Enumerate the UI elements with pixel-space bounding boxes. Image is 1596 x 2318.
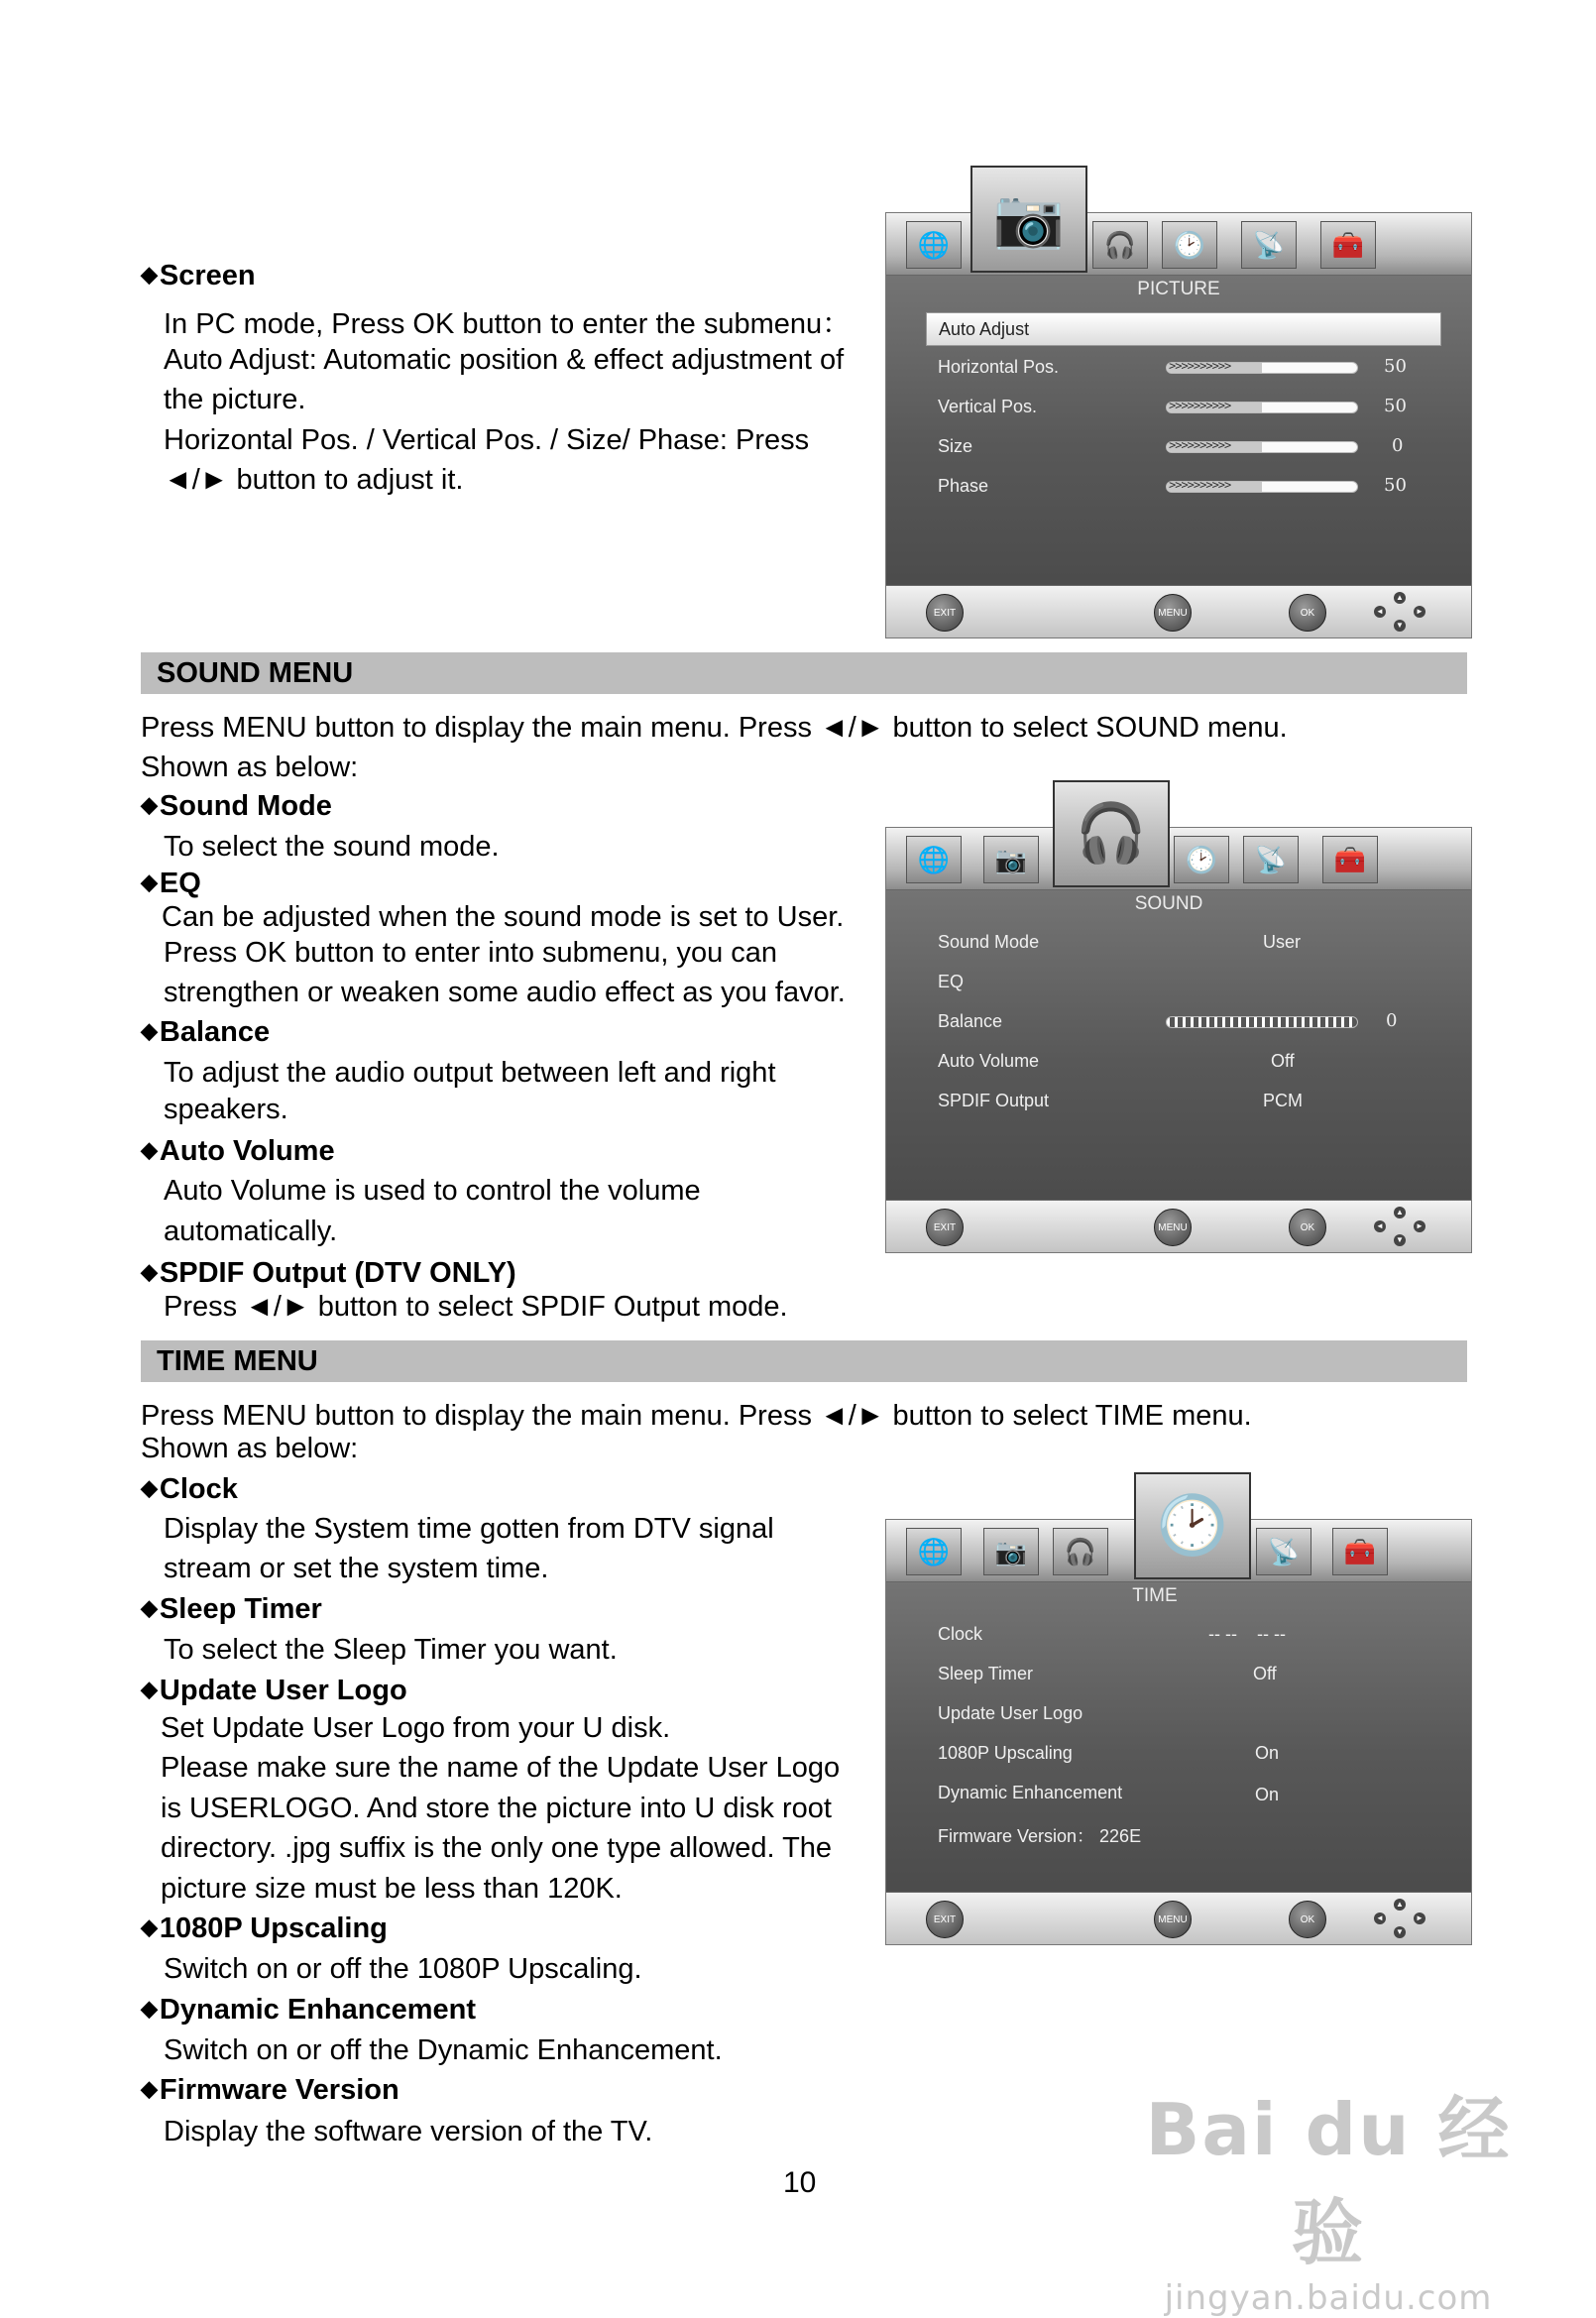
time-menu-header: TIME MENU (141, 1340, 1467, 1382)
time-item-title: Update User Logo (159, 1675, 407, 1706)
screen-line: Horizontal Pos. / Vertical Pos. / Size/ Phase: Press (164, 424, 810, 456)
arrow-right-icon[interactable]: ► (1414, 1912, 1425, 1924)
slider-value: 50 (1384, 396, 1407, 416)
sound-item-heading (141, 1016, 270, 1049)
slider-bar[interactable] (1166, 362, 1358, 374)
page-number: 10 (783, 2166, 817, 2199)
arrow-down-icon[interactable]: ▼ (1394, 1926, 1406, 1938)
toolbox-icon[interactable]: 🧰 (1322, 836, 1378, 883)
sound-intro-line: Shown as below: (141, 752, 359, 783)
time-item-title: Dynamic Enhancement (159, 1994, 477, 2026)
watermark-logo: Bai du 经验 (1145, 2088, 1512, 2274)
menu-row-label[interactable]: 1080P Upscaling (938, 1743, 1073, 1763)
menu-row-label[interactable]: Clock (938, 1624, 983, 1644)
sound-item-line: speakers. (164, 1094, 288, 1125)
menu-row-label: Auto Adjust (939, 319, 1030, 339)
arrow-up-icon[interactable]: ▲ (1394, 592, 1406, 604)
sound-item-title: SPDIF Output (DTV ONLY) (159, 1257, 516, 1289)
time-intro-line: Shown as below: (141, 1433, 359, 1464)
toolbox-icon[interactable]: 🧰 (1320, 221, 1376, 269)
sound-item-title: Balance (159, 1016, 271, 1048)
sound-item-line: Can be adjusted when the sound mode is set to User. (162, 901, 845, 933)
menu-icon-bar (886, 801, 1471, 890)
navigation-pad-icon[interactable] (1370, 590, 1429, 634)
arrow-down-icon[interactable]: ▼ (1394, 620, 1406, 632)
menu-row-label[interactable]: Size (938, 436, 973, 456)
camera-icon[interactable]: 📷 (983, 1528, 1039, 1575)
menu-row-value: On (1255, 1743, 1280, 1763)
ok-button[interactable]: OK (1289, 1209, 1326, 1246)
time-item-line: Switch on or off the 1080P Upscaling. (164, 1953, 642, 1985)
balance-slider[interactable] (1166, 1016, 1358, 1028)
exit-button[interactable]: EXIT (926, 1901, 964, 1938)
satellite-icon[interactable]: 📡 (1243, 836, 1299, 883)
sound-item-title: EQ (159, 868, 201, 899)
arrow-left-icon[interactable]: ◄ (1374, 1912, 1386, 1924)
menu-footer (886, 1200, 1471, 1252)
menu-row-label[interactable]: Auto Volume (938, 1051, 1040, 1071)
sound-item-line: strengthen or weaken some audio effect as you favor. (164, 977, 846, 1008)
sound-intro-line: Press MENU button to display the main menu. Press ◄/► button to select SOUND menu. (141, 712, 1288, 744)
menu-row-label[interactable]: SPDIF Output (938, 1091, 1050, 1110)
ok-button[interactable]: OK (1289, 1901, 1326, 1938)
arrow-left-icon[interactable]: ◄ (1374, 1220, 1386, 1232)
menu-footer (886, 585, 1471, 637)
arrow-down-icon[interactable]: ▼ (1394, 1234, 1406, 1246)
sound-item-line: Press ◄/► button to select SPDIF Output mode. (164, 1291, 788, 1323)
headphones-icon[interactable]: 🎧 (1053, 1528, 1108, 1575)
clock-icon[interactable]: 🕑 (1134, 1472, 1251, 1579)
menu-title: PICTURE (1137, 279, 1220, 299)
menu-row-label[interactable]: Sleep Timer (938, 1664, 1034, 1683)
menu-row-label[interactable]: Vertical Pos. (938, 397, 1038, 416)
slider-arrows: >>>>>>>>>> (1169, 441, 1231, 452)
diamond-bullet-icon: ◆ (141, 1996, 158, 2021)
arrow-right-icon[interactable]: ► (1414, 1220, 1425, 1232)
clock-icon[interactable]: 🕑 (1174, 836, 1229, 883)
globe-icon[interactable]: 🌐 (906, 836, 962, 883)
slider-bar[interactable] (1166, 402, 1358, 413)
navigation-pad-icon[interactable] (1370, 1205, 1429, 1248)
time-item-line: stream or set the system time. (164, 1553, 549, 1584)
sound-menu-panel (885, 801, 1472, 1253)
menu-icon-bar (886, 186, 1471, 276)
picture-menu-panel (885, 186, 1472, 638)
time-item-title: Sleep Timer (159, 1593, 322, 1625)
exit-button[interactable]: EXIT (926, 594, 964, 632)
menu-row-value: Off (1253, 1664, 1277, 1683)
slider-bar[interactable] (1166, 481, 1358, 493)
globe-icon[interactable]: 🌐 (906, 1528, 962, 1575)
menu-row-label[interactable]: Horizontal Pos. (938, 357, 1060, 377)
menu-footer (886, 1892, 1471, 1944)
diamond-bullet-icon: ◆ (141, 1018, 158, 1043)
menu-row-value: Off (1271, 1051, 1295, 1071)
arrow-left-icon[interactable]: ◄ (1374, 606, 1386, 618)
satellite-icon[interactable]: 📡 (1241, 221, 1297, 269)
screen-line: the picture. (164, 384, 306, 415)
time-intro-line: Press MENU button to display the main menu. Press ◄/► button to select TIME menu. (141, 1400, 1252, 1432)
time-item-heading (141, 2074, 399, 2107)
sound-item-line: Press OK button to enter into submenu, you can (164, 937, 778, 969)
headphones-icon[interactable]: 🎧 (1053, 780, 1170, 887)
menu-row-label[interactable]: Firmware Version： 226E (938, 1826, 1142, 1846)
menu-row-value: User (1263, 932, 1302, 952)
time-item-line: is USERLOGO. And store the picture into U disk root (161, 1793, 832, 1824)
time-item-line: Set Update User Logo from your U disk. (161, 1712, 671, 1744)
diamond-bullet-icon: ◆ (141, 1137, 158, 1162)
diamond-bullet-icon: ◆ (141, 1914, 158, 1939)
menu-row-label[interactable]: Balance (938, 1011, 1003, 1031)
sound-item-heading (141, 868, 201, 900)
menu-title: TIME (1132, 1585, 1178, 1606)
baidu-watermark (1140, 2072, 1517, 2318)
diamond-bullet-icon: ◆ (141, 1259, 158, 1284)
diamond-bullet-icon: ◆ (141, 869, 158, 894)
sound-item-line: Auto Volume is used to control the volume (164, 1175, 701, 1207)
menu-icon-bar (886, 1493, 1471, 1582)
menu-title: SOUND (1134, 893, 1203, 914)
menu-row-label[interactable]: Dynamic Enhancement (938, 1783, 1123, 1802)
sound-item-heading (141, 1257, 516, 1290)
time-item-line: To select the Sleep Timer you want. (164, 1634, 618, 1666)
slider-value: 0 (1386, 1010, 1398, 1031)
ok-button[interactable]: OK (1289, 594, 1326, 632)
time-item-heading (141, 1593, 322, 1626)
menu-button[interactable]: MENU (1154, 1901, 1192, 1938)
arrow-up-icon[interactable]: ▲ (1394, 1207, 1406, 1218)
watermark-url: jingyan.baidu.com (1164, 2278, 1493, 2318)
clock-icon[interactable]: 🕑 (1162, 221, 1217, 269)
slider-arrows: >>>>>>>>>> (1169, 402, 1231, 412)
time-item-heading (141, 1994, 476, 2027)
diamond-bullet-icon: ◆ (141, 1677, 158, 1701)
slider-value: 0 (1392, 435, 1404, 456)
exit-button[interactable]: EXIT (926, 1209, 964, 1246)
time-item-title: Clock (159, 1473, 238, 1505)
sound-item-line: To select the sound mode. (164, 831, 500, 863)
slider-arrows: >>>>>>>>>> (1169, 481, 1231, 492)
diamond-bullet-icon: ◆ (141, 1475, 158, 1500)
camera-icon[interactable]: 📷 (970, 166, 1087, 273)
time-item-line: Display the System time gotten from DTV signal (164, 1513, 774, 1545)
diamond-bullet-icon: ◆ (141, 2076, 158, 2101)
diamond-bullet-icon: ◆ (141, 792, 158, 817)
menu-row-value: -- -- -- -- (1208, 1624, 1286, 1644)
screen-line: In PC mode, Press OK button to enter the submenu： (164, 308, 852, 340)
menu-row-value: On (1255, 1785, 1280, 1804)
sound-item-title: Auto Volume (159, 1135, 335, 1167)
toolbox-icon[interactable]: 🧰 (1332, 1528, 1388, 1575)
menu-row-label[interactable]: Update User Logo (938, 1703, 1083, 1723)
diamond-bullet-icon: ◆ (141, 1595, 158, 1620)
slider-value: 50 (1384, 475, 1407, 496)
menu-row-value: PCM (1263, 1091, 1303, 1110)
time-item-heading (141, 1675, 407, 1707)
sound-item-line: automatically. (164, 1216, 338, 1247)
slider-value: 50 (1384, 356, 1407, 377)
menu-button[interactable]: MENU (1154, 594, 1192, 632)
satellite-icon[interactable]: 📡 (1256, 1528, 1311, 1575)
menu-button[interactable]: MENU (1154, 1209, 1192, 1246)
time-item-line: picture size must be less than 120K. (161, 1873, 623, 1905)
screen-heading (141, 260, 256, 292)
screen-line: ◄/► button to adjust it. (164, 464, 464, 496)
sound-menu-header: SOUND MENU (141, 652, 1467, 694)
sound-item-heading (141, 1135, 335, 1168)
screen-title: Screen (159, 260, 256, 291)
time-item-title: 1080P Upscaling (159, 1912, 388, 1944)
navigation-pad-icon[interactable] (1370, 1897, 1429, 1940)
time-item-heading (141, 1473, 238, 1506)
menu-row-label[interactable]: EQ (938, 972, 965, 991)
arrow-up-icon[interactable]: ▲ (1394, 1899, 1406, 1911)
time-item-line: directory. .jpg suffix is the only one type allowed. The (161, 1832, 833, 1864)
menu-row-label[interactable]: Phase (938, 476, 989, 496)
headphones-icon[interactable]: 🎧 (1092, 221, 1148, 269)
time-item-line: Please make sure the name of the Update User Logo (161, 1752, 841, 1784)
sound-item-title: Sound Mode (159, 790, 332, 822)
time-item-title: Firmware Version (159, 2074, 399, 2106)
time-item-line: Switch on or off the Dynamic Enhancement. (164, 2034, 723, 2066)
menu-row-auto-adjust[interactable] (926, 312, 1441, 346)
camera-icon[interactable]: 📷 (983, 836, 1039, 883)
arrow-right-icon[interactable]: ► (1414, 606, 1425, 618)
sound-item-heading (141, 790, 332, 823)
slider-arrows: >>>>>>>>>> (1169, 362, 1231, 373)
menu-row-label[interactable]: Sound Mode (938, 932, 1040, 952)
time-menu-panel (885, 1493, 1472, 1945)
slider-bar[interactable] (1166, 441, 1358, 453)
diamond-bullet-icon: ◆ (141, 262, 158, 287)
sound-item-line: To adjust the audio output between left and right (164, 1057, 776, 1089)
time-item-heading (141, 1912, 388, 1945)
time-item-line: Display the software version of the TV. (164, 2116, 653, 2147)
screen-line: Auto Adjust: Automatic position & effect adjustment of (164, 344, 845, 376)
globe-icon[interactable]: 🌐 (906, 221, 962, 269)
